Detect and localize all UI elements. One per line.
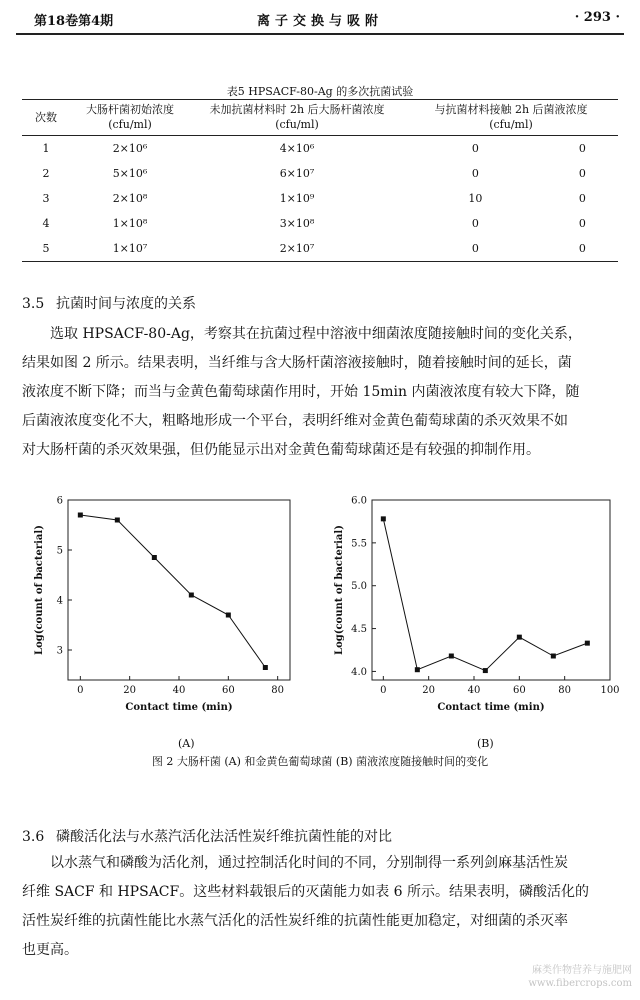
table-cell: 0 [578,142,586,155]
paragraph-line: 活性炭纤维的抗菌性能比水蒸气活化的活性炭纤维的抗菌性能更加稳定，对细菌的杀灭率 [22,913,568,929]
table-cell: 0 [471,167,479,180]
header-label: 未加抗菌材料时 2h 后大肠杆菌浓度 [209,103,385,116]
y-tick-label: 4.5 [351,624,367,636]
page-number: · 293 · [574,10,620,25]
y-tick-label: 5 [56,545,63,557]
table-cell: 1×10⁸ [112,217,148,230]
x-tick-label: 40 [467,685,481,696]
y-tick-label: 5.5 [351,538,367,550]
table-cell: 0 [578,192,586,205]
table-row [22,211,618,236]
y-tick-label: 3 [56,645,63,657]
table-header-cell [404,100,618,136]
journal-volume: 第18卷第4期 [34,14,114,29]
watermark [528,964,632,990]
x-tick-label: 0 [380,685,387,696]
section-title: 磷酸活化法与水蒸汽活化法活性炭纤维抗菌性能的对比 [56,829,392,845]
data-point [551,654,556,659]
data-point [78,513,83,518]
paragraph-line: 也更高。 [22,942,78,958]
header-unit: (cfu/ml) [275,118,319,131]
paragraph-line: 选取 HPSACF-80-Ag，考察其在抗菌过程中溶液中细菌浓度随接触时间的变化关系， [50,326,582,342]
data-point [189,593,194,598]
panel-label-b: (B) [477,737,494,750]
table-cell: 2×10⁷ [190,236,404,262]
paragraph-line: 纤维 SACF 和 HPSACF。这些材料载银后的灭菌能力如表 6 所示。结果表明，磷酸活化的 [22,884,590,900]
data-point [381,516,386,521]
chart-panel-a [20,488,300,728]
panel-label-a: (A) [178,737,195,750]
table-cell: 5 [22,236,70,262]
data-point [152,555,157,560]
table-cell: 3×10⁸ [279,217,315,230]
x-axis-label: Contact time (min) [125,702,233,713]
header-rule [16,33,624,35]
section-heading [22,826,392,846]
table-cell: 1×10⁹ [279,192,315,205]
table-cell: 1×10⁷ [70,236,190,262]
section-number: 3.6 [22,829,45,845]
table-cell: 2×10⁸ [112,192,148,205]
series-line [383,519,587,671]
series-line [80,515,265,668]
table-cell: 1 [42,142,50,155]
table-cell: 3 [42,192,50,205]
y-tick-label: 6.0 [351,495,367,507]
table-cell: 2×10⁶ [112,142,148,155]
paragraph-line: 对大肠杆菌的杀灭效果强，但仍能显示出对金黄色葡萄球菌还是有较强的抑制作用。 [22,442,540,458]
x-tick-label: 80 [558,685,572,696]
x-tick-label: 20 [422,685,436,696]
paragraph-line: 后菌液浓度变化不大，粗略地形成一个平台，表明纤维对金黄色葡萄球菌的杀灭效果不如 [22,413,568,429]
data-point [115,518,120,523]
data-point [263,665,268,670]
y-axis-label: Log(count of bacterial) [34,525,45,655]
table-header-cell [70,100,190,136]
table-row [22,186,618,211]
data-point [483,668,488,673]
section-title: 抗菌时间与浓度的关系 [56,296,196,312]
paragraph-line: 结果如图 2 所示。结果表明，当纤维与含大肠杆菌溶液接触时，随着接触时间的延长，菌 [22,355,572,371]
table-row [22,161,618,186]
table-cell: 4 [42,217,50,230]
table-cell: 0 [547,236,618,262]
section-heading [22,293,196,313]
paragraph [22,849,622,965]
data-point [415,667,420,672]
data-point [585,641,590,646]
x-tick-label: 60 [512,685,526,696]
table-cell: 5×10⁶ [112,167,148,180]
header-label: 与抗菌材料接触 2h 后菌液浓度 [434,103,588,116]
table-cell: 6×10⁷ [279,167,315,180]
header-unit: (cfu/ml) [489,118,533,131]
x-tick-label: 0 [77,685,84,696]
header-unit: (cfu/ml) [108,118,152,131]
y-tick-label: 6 [56,495,63,507]
paragraph-line: 以水蒸气和磷酸为活化剂，通过控制活化时间的不同，分别制得一系列剑麻基活性炭 [50,855,568,871]
x-tick-label: 20 [123,685,137,696]
figure-caption: 图 2 大肠杆菌 (A) 和金黄色葡萄球菌 (B) 菌液浓度随接触时间的变化 [151,755,489,768]
table-header-cell [190,100,404,136]
header-label: 次数 [35,110,57,124]
table-row [22,236,618,262]
watermark-line: www.fibercrops.com [528,978,632,989]
table-cell: 0 [471,217,479,230]
x-tick-label: 100 [600,685,620,696]
running-header [16,4,624,32]
table-cell: 2 [42,167,50,180]
data-point [449,654,454,659]
section-number: 3.5 [22,296,45,312]
y-tick-label: 4.0 [351,666,367,678]
watermark-line: 麻类作物营养与施肥网 [532,965,632,976]
y-axis-label: Log(count of bacterial) [334,525,345,655]
x-axis-label: Contact time (min) [437,702,545,713]
y-tick-label: 4 [56,595,63,607]
data-point [517,635,522,640]
paragraph-line: 液浓度不断下降；而当与金黄色葡萄球菌作用时，开始 15min 内菌液浓度有较大下降，随 [22,384,580,400]
table-5 [22,99,618,262]
table-caption: 表5 HPSACF-80-Ag 的多次抗菌试验 [226,85,414,98]
data-point [226,613,231,618]
y-tick-label: 5.0 [351,581,367,593]
chart-panel-b [320,488,620,728]
plot-frame [372,500,610,680]
x-tick-label: 40 [172,685,186,696]
plot-frame [68,500,290,680]
table-cell: 0 [404,236,547,262]
table-cell: 4×10⁶ [279,142,315,155]
table-header-cell [22,100,70,136]
table-row [22,136,618,162]
table-cell: 10 [468,192,483,205]
table-cell: 0 [471,142,479,155]
journal-title: 离子交换与吸附 [256,14,383,29]
table-cell: 0 [578,167,586,180]
table-cell: 0 [578,217,586,230]
x-tick-label: 60 [221,685,235,696]
paragraph [22,320,622,465]
header-label: 大肠杆菌初始浓度 [86,103,174,116]
x-tick-label: 80 [271,685,285,696]
